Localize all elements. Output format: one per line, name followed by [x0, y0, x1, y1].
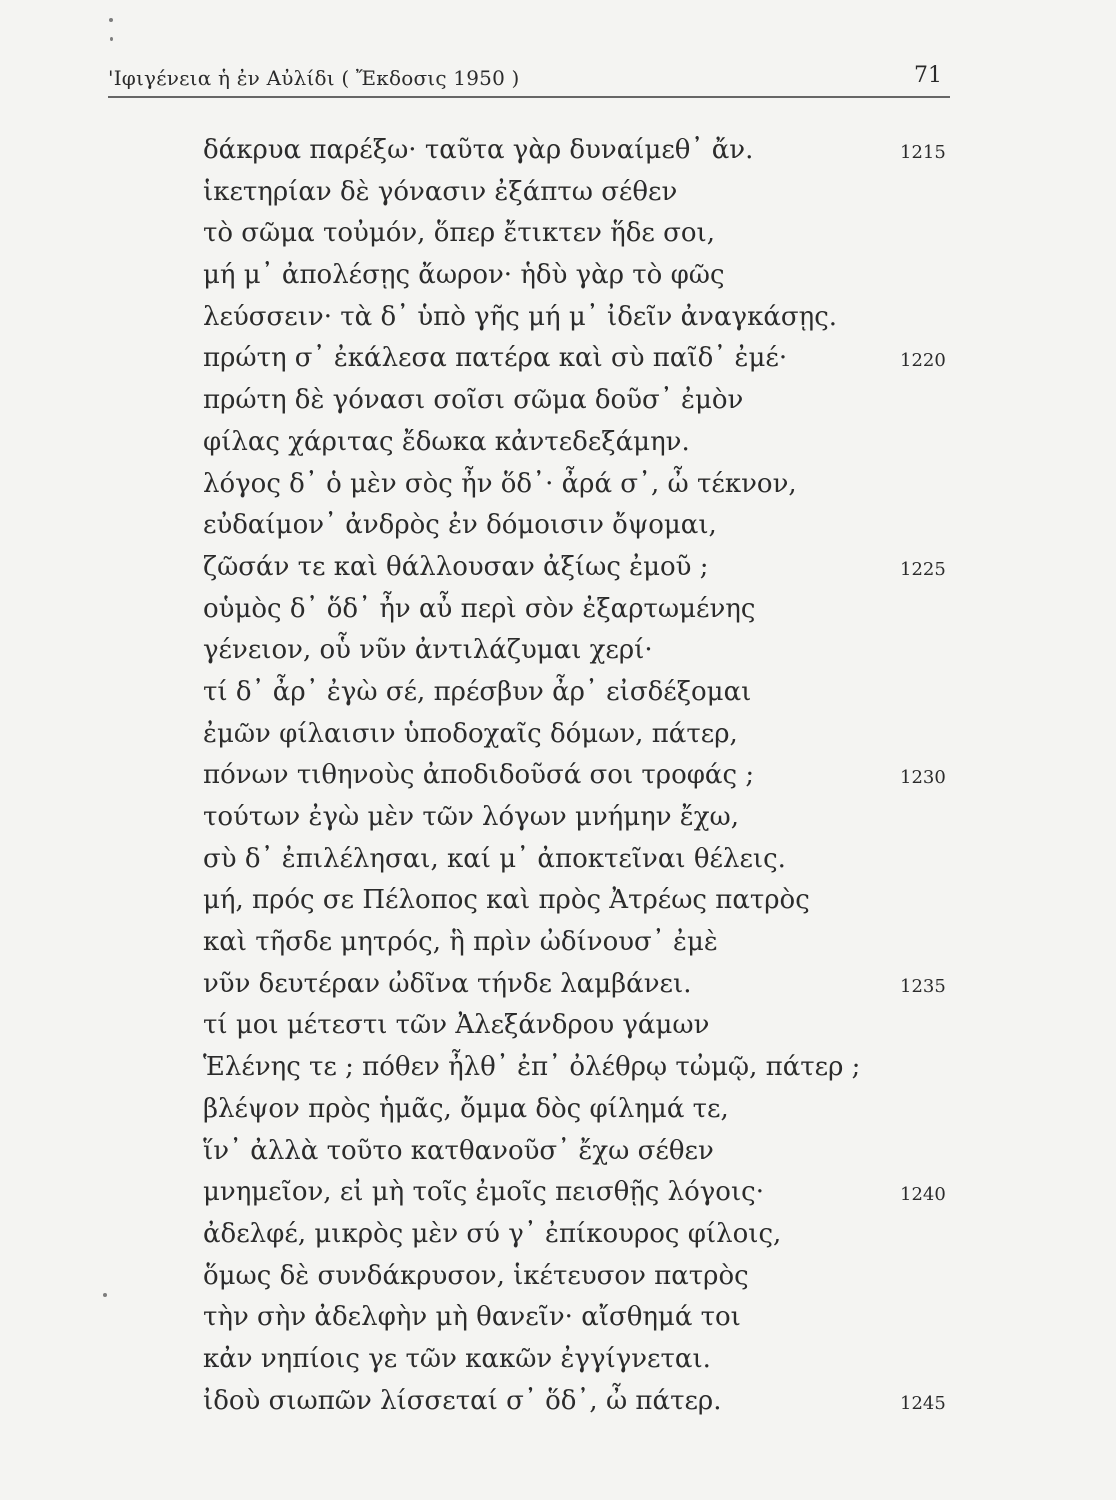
verse-line	[203, 1214, 963, 1256]
verse-text: φίλας χάριτας ἔδωκα κἀντεδεξάμην.	[203, 426, 690, 457]
verse-line	[203, 797, 963, 839]
verse-line	[203, 1131, 963, 1173]
line-number: 1230	[900, 767, 946, 789]
verse-line	[203, 1339, 963, 1381]
verse-text: γένειον, οὗ νῦν ἀντιλάζυμαι χερί·	[203, 635, 653, 666]
verse-line	[203, 422, 963, 464]
verse-text: τί μοι μέτεστι τῶν Ἀλεξάνδρου γάμων	[203, 1010, 710, 1041]
verse-text: τί δ᾽ ἆρ᾽ ἐγὼ σέ, πρέσβυν ἆρ᾽ εἰσδέξομαι	[203, 676, 752, 707]
ink-speck	[109, 18, 113, 22]
verse-text: ἱκετηρίαν δὲ γόνασιν ἐξάπτω σέθεν	[203, 176, 678, 207]
verse-line	[203, 1172, 963, 1214]
verse-line	[203, 130, 963, 172]
line-number: 1235	[900, 975, 946, 997]
verse-text: ζῶσάν τε καὶ θάλλουσαν ἀξίως ἐμοῦ ;	[203, 551, 709, 582]
verse-line	[203, 1256, 963, 1298]
verse-text: πρώτη σ᾽ ἐκάλεσα πατέρα καὶ σὺ παῖδ᾽ ἐμέ·	[203, 343, 788, 374]
verse-text: κἀν νηπίοις γε τῶν κακῶν ἐγγίγνεται.	[203, 1343, 711, 1374]
line-number: 1240	[900, 1184, 946, 1206]
page-number: 71	[914, 63, 942, 88]
line-number: 1220	[900, 350, 946, 372]
line-number: 1225	[900, 558, 946, 580]
verse-line	[203, 338, 963, 380]
verse-line	[203, 964, 963, 1006]
verse-line	[203, 755, 963, 797]
verse-line	[203, 255, 963, 297]
verse-line	[203, 839, 963, 881]
header-rule	[108, 96, 950, 98]
verse-line	[203, 1089, 963, 1131]
running-title: 'Ιφιγένεια ἡ ἐν Αὐλίδι ( Ἔκδοσις 1950 )	[108, 66, 520, 90]
verse-text: βλέψον πρὸς ἡμᾶς, ὄμμα δὸς φίλημά τε,	[203, 1093, 729, 1124]
verse-text: ἀδελφέ, μικρὸς μὲν σύ γ᾽ ἐπίκουρος φίλοις,	[203, 1218, 782, 1249]
verse-text: ἐμῶν φίλαισιν ὑποδοχαῖς δόμων, πάτερ,	[203, 718, 738, 749]
verse-text: τὴν σὴν ἀδελφὴν μὴ θανεῖν· αἴσθημά τοι	[203, 1302, 741, 1333]
ink-speck	[110, 37, 113, 41]
verse-text: μή μ᾽ ἀπολέσῃς ἄωρον· ἡδὺ γὰρ τὸ φῶς	[203, 260, 725, 291]
verse-text: δάκρυα παρέξω· ταῦτα γὰρ δυναίμεθ᾽ ἄν.	[203, 135, 754, 165]
verse-text: ἵν᾽ ἀλλὰ τοῦτο κατθανοῦσ᾽ ἔχω σέθεν	[203, 1135, 714, 1166]
verse-line	[203, 880, 963, 922]
verse-line	[203, 380, 963, 422]
verse-line	[203, 547, 963, 589]
verse-text: μνημεῖον, εἰ μὴ τοῖς ἐμοῖς πεισθῇς λόγοις·	[203, 1177, 764, 1208]
verse-line	[203, 297, 963, 339]
verse-line	[203, 1047, 963, 1089]
verse-text: πόνων τιθηνοὺς ἀποδιδοῦσά σοι τροφάς ;	[203, 760, 755, 791]
verse-text: ἰδοὺ σιωπῶν λίσσεταί σ᾽ ὅδ᾽, ὦ πάτερ.	[203, 1385, 722, 1416]
verse-text: μή, πρός σε Πέλοπος καὶ πρὸς Ἀτρέως πατρὸς	[203, 885, 810, 916]
line-number: 1245	[900, 1392, 946, 1414]
verse-line	[203, 922, 963, 964]
verse-text: τὸ σῶμα τοὐμόν, ὅπερ ἔτικτεν ἥδε σοι,	[203, 218, 715, 249]
verse-line	[203, 505, 963, 547]
verse-block	[203, 130, 963, 1422]
verse-text: οὑμὸς δ᾽ ὅδ᾽ ἦν αὖ περὶ σὸν ἐξαρτωμένης	[203, 593, 756, 624]
verse-line	[203, 1381, 963, 1423]
ink-speck	[103, 1293, 107, 1297]
verse-text: λεύσσειν· τὰ δ᾽ ὑπὸ γῆς μή μ᾽ ἰδεῖν ἀναγκάσῃς.	[203, 301, 838, 332]
verse-text: καὶ τῆσδε μητρός, ἣ πρὶν ὠδίνουσ᾽ ἐμὲ	[203, 927, 718, 958]
verse-line	[203, 672, 963, 714]
verse-line	[203, 1005, 963, 1047]
verse-text: τούτων ἐγὼ μὲν τῶν λόγων μνήμην ἔχω,	[203, 802, 739, 832]
verse-text: εὐδαίμον᾽ ἀνδρὸς ἐν δόμοισιν ὄψομαι,	[203, 510, 717, 541]
verse-text: νῦν δευτέραν ὠδῖνα τήνδε λαμβάνει.	[203, 968, 692, 999]
line-number: 1215	[900, 142, 946, 163]
verse-text: ὅμως δὲ συνδάκρυσον, ἱκέτευσον πατρὸς	[203, 1260, 749, 1291]
verse-text: Ἑλένης τε ; πόθεν ἦλθ᾽ ἐπ᾽ ὀλέθρῳ τὠμῷ, πάτερ ;	[203, 1052, 861, 1083]
verse-text: λόγος δ᾽ ὁ μὲν σὸς ἦν ὅδ᾽· ἆρά σ᾽, ὦ τέκνον,	[203, 468, 797, 499]
verse-line	[203, 630, 963, 672]
running-header	[108, 58, 950, 98]
verse-text: σὺ δ᾽ ἐπιλέλησαι, καί μ᾽ ἀποκτεῖναι θέλεις.	[203, 843, 786, 874]
verse-line	[203, 589, 963, 631]
verse-line	[203, 213, 963, 255]
verse-line	[203, 172, 963, 214]
verse-line	[203, 464, 963, 506]
verse-line	[203, 714, 963, 756]
verse-line	[203, 1297, 963, 1339]
verse-text: πρώτη δὲ γόνασι σοῖσι σῶμα δοῦσ᾽ ἐμὸν	[203, 385, 744, 416]
